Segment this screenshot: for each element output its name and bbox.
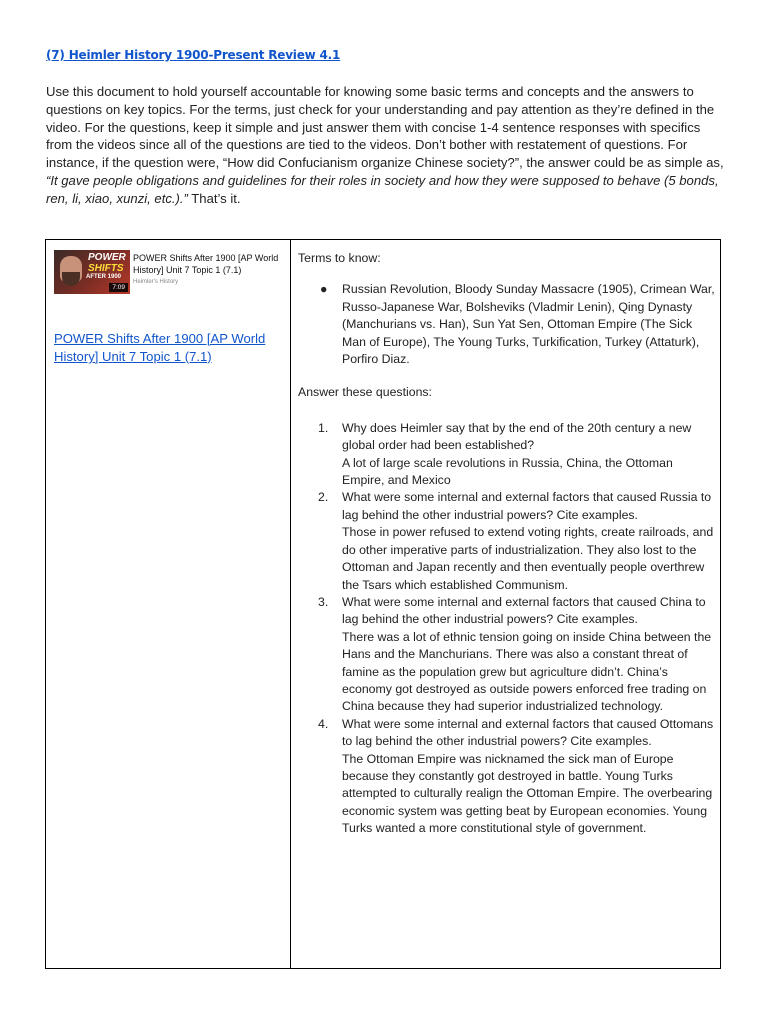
question-number: 3. — [318, 594, 329, 609]
terms-list — [298, 281, 716, 368]
thumbnail-text-after: AFTER 1900 — [86, 274, 122, 280]
intro-example-answer: “It gave people obligations and guidelines for their roles in society and how they were supposed to behave (5 bonds, ren, li, xiao, xunzi, etc.).” — [46, 172, 719, 206]
question-number: 2. — [318, 490, 329, 505]
question-number: 1. — [318, 420, 329, 435]
intro-text: Use this document to hold yourself accountable for knowing some basic terms and concepts and the answers to questions on key topics. For the terms, just check for your understanding and pay attention as they’re defined in the video. For the questions, keep it simple and just answer them with concise 1-4 sentence responses with specifics from the videos since all of the questions are tied to the videos. Don’t bother with restatement of questions. For instance, if the question were, “How did Confucianism organize Chinese society?”, the answer could be as simple as, — [46, 84, 724, 171]
question-text: What were some internal and external factors that caused Ottomans to lag behind the other industrial powers? Cite examples. — [342, 716, 714, 749]
video-link[interactable]: POWER Shifts After 1900 [AP World History] Unit 7 Topic 1 (7.1) — [54, 331, 266, 364]
presenter-beard-image — [62, 272, 80, 286]
questions-heading: Answer these questions: — [298, 385, 432, 400]
question-item — [298, 594, 716, 716]
thumbnail-text-power: POWER — [88, 252, 126, 263]
review-table — [45, 239, 721, 969]
questions-list — [298, 420, 716, 838]
question-item — [298, 420, 716, 490]
terms-item-text: Russian Revolution, Bloody Sunday Massacre (1905), Crimean War, Russo-Japanese War, Bolsheviks (Vladmir Lenin), Qing Dynasty (Manchurians vs. Han), Sun Yat Sen, Ottoman Empire (The Sick Man of Europe), The Young Turks, Turkification, Turkey (Attaturk), Porfiro Diaz. — [342, 282, 715, 367]
video-cell — [54, 250, 284, 366]
column-divider — [290, 240, 291, 968]
answer-text: The Ottoman Empire was nicknamed the sick man of Europe because they constantly got destroyed in battle. Young Turks attempted to culturally realign the Ottoman Empire. The overbearing economic system was getting beat by European economies. Young Turks wanted a more constitutional style of government. — [342, 751, 713, 836]
answer-text: A lot of large scale revolutions in Russia, China, the Ottoman Empire, and Mexico — [342, 455, 673, 488]
video-thumbnail[interactable] — [54, 250, 130, 294]
answer-text: There was a lot of ethnic tension going on inside China between the Hans and the Manchurians. There was also a constant threat of famine as the population grew but agriculture didn’t. China’s economy got destroyed as outside powers enforced free trading on China because they had superior industrialized technology. — [342, 629, 712, 714]
question-number: 4. — [318, 716, 329, 731]
intro-paragraph — [46, 83, 726, 208]
thumbnail-text-shifts: SHIFTS — [88, 263, 124, 274]
terms-item — [298, 281, 716, 368]
question-text: What were some internal and external factors that caused Russia to lag behind the other industrial powers? Cite examples. — [342, 490, 712, 522]
question-item — [298, 489, 716, 593]
document-title-link[interactable]: (7) Heimler History 1900-Present Review 4.1 — [46, 48, 341, 62]
question-text: What were some internal and external factors that caused China to lag behind the other industrial powers? Cite examples. — [342, 594, 706, 627]
terms-heading: Terms to know: — [298, 251, 381, 265]
video-channel-name: Heimler's History — [133, 279, 179, 285]
video-preview-card[interactable] — [54, 250, 284, 296]
question-item — [298, 716, 716, 838]
question-text: Why does Heimler say that by the end of the 20th century a new global order had been established? — [342, 420, 692, 453]
intro-tail: That’s it. — [187, 190, 241, 206]
video-duration-badge: 7:09 — [109, 283, 128, 292]
content-cell — [298, 250, 716, 838]
bullet-icon: ● — [320, 282, 328, 297]
answer-text: Those in power refused to extend voting rights, create railroads, and do other imperative parts of industrialization. They also lost to the Ottoman and Japan recently and then eventually people overthrew the Tsars which established Communism. — [342, 525, 714, 592]
video-card-title[interactable]: POWER Shifts After 1900 [AP World History] Unit 7 Topic 1 (7.1) — [133, 253, 279, 275]
